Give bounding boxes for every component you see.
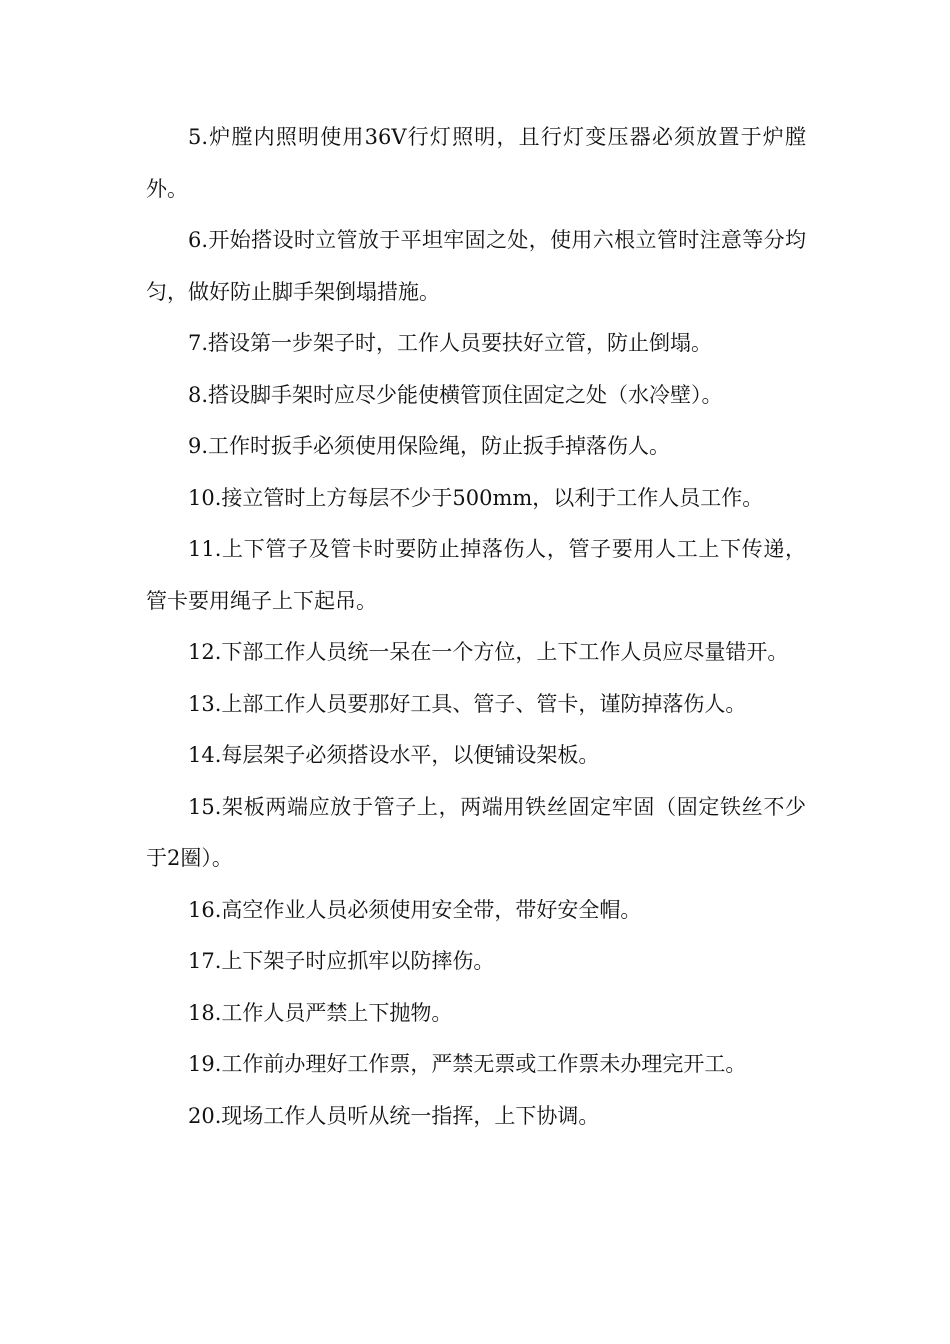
- paragraph-item-18: 18.工作人员严禁上下抛物。: [188, 1000, 453, 1025]
- paragraph-item-20: 20.现场工作人员听从统一指挥，上下协调。: [188, 1103, 600, 1128]
- paragraph-item-10: 10.接立管时上方每层不少于500mm，以利于工作人员工作。: [188, 485, 764, 510]
- paragraph-item-12: 12.下部工作人员统一呆在一个方位，上下工作人员应尽量错开。: [188, 640, 789, 664]
- paragraph-item-8: 8.搭设脚手架时应尽少能使横管顶住固定之处（水冷壁）。: [188, 382, 723, 407]
- document-body: [146, 112, 806, 1142]
- paragraph-item-5: 5.炉膛内照明使用36V行灯照明，且行灯变压器必须放置于炉膛外。: [146, 125, 806, 201]
- paragraph-item-11: 11.上下管子及管卡时要防止掉落伤人，管子要用人工上下传递，管卡要用绳子上下起吊。: [146, 537, 806, 613]
- paragraph-item-19: 19.工作前办理好工作票，严禁无票或工作票未办理完开工。: [188, 1052, 747, 1076]
- paragraph-item-15: 15.架板两端应放于管子上，两端用铁丝固定牢固（固定铁丝不少于2圈）。: [146, 794, 806, 870]
- paragraph-item-7: 7.搭设第一步架子时，工作人员要扶好立管，防止倒塌。: [188, 331, 713, 355]
- paragraph-item-16: 16.高空作业人员必须使用安全带，带好安全帽。: [188, 897, 642, 922]
- paragraph-item-9: 9.工作时扳手必须使用保险绳，防止扳手掉落伤人。: [188, 434, 671, 458]
- paragraph-item-14: 14.每层架子必须搭设水平，以便铺设架板。: [188, 743, 600, 767]
- paragraph-item-17: 17.上下架子时应抓牢以防摔伤。: [188, 949, 495, 973]
- paragraph-item-13: 13.上部工作人员要那好工具、管子、管卡，谨防掉落伤人。: [188, 691, 747, 716]
- paragraph-item-6: 6.开始搭设时立管放于平坦牢固之处，使用六根立管时注意等分均匀，做好防止脚手架倒塌措施。: [146, 228, 806, 304]
